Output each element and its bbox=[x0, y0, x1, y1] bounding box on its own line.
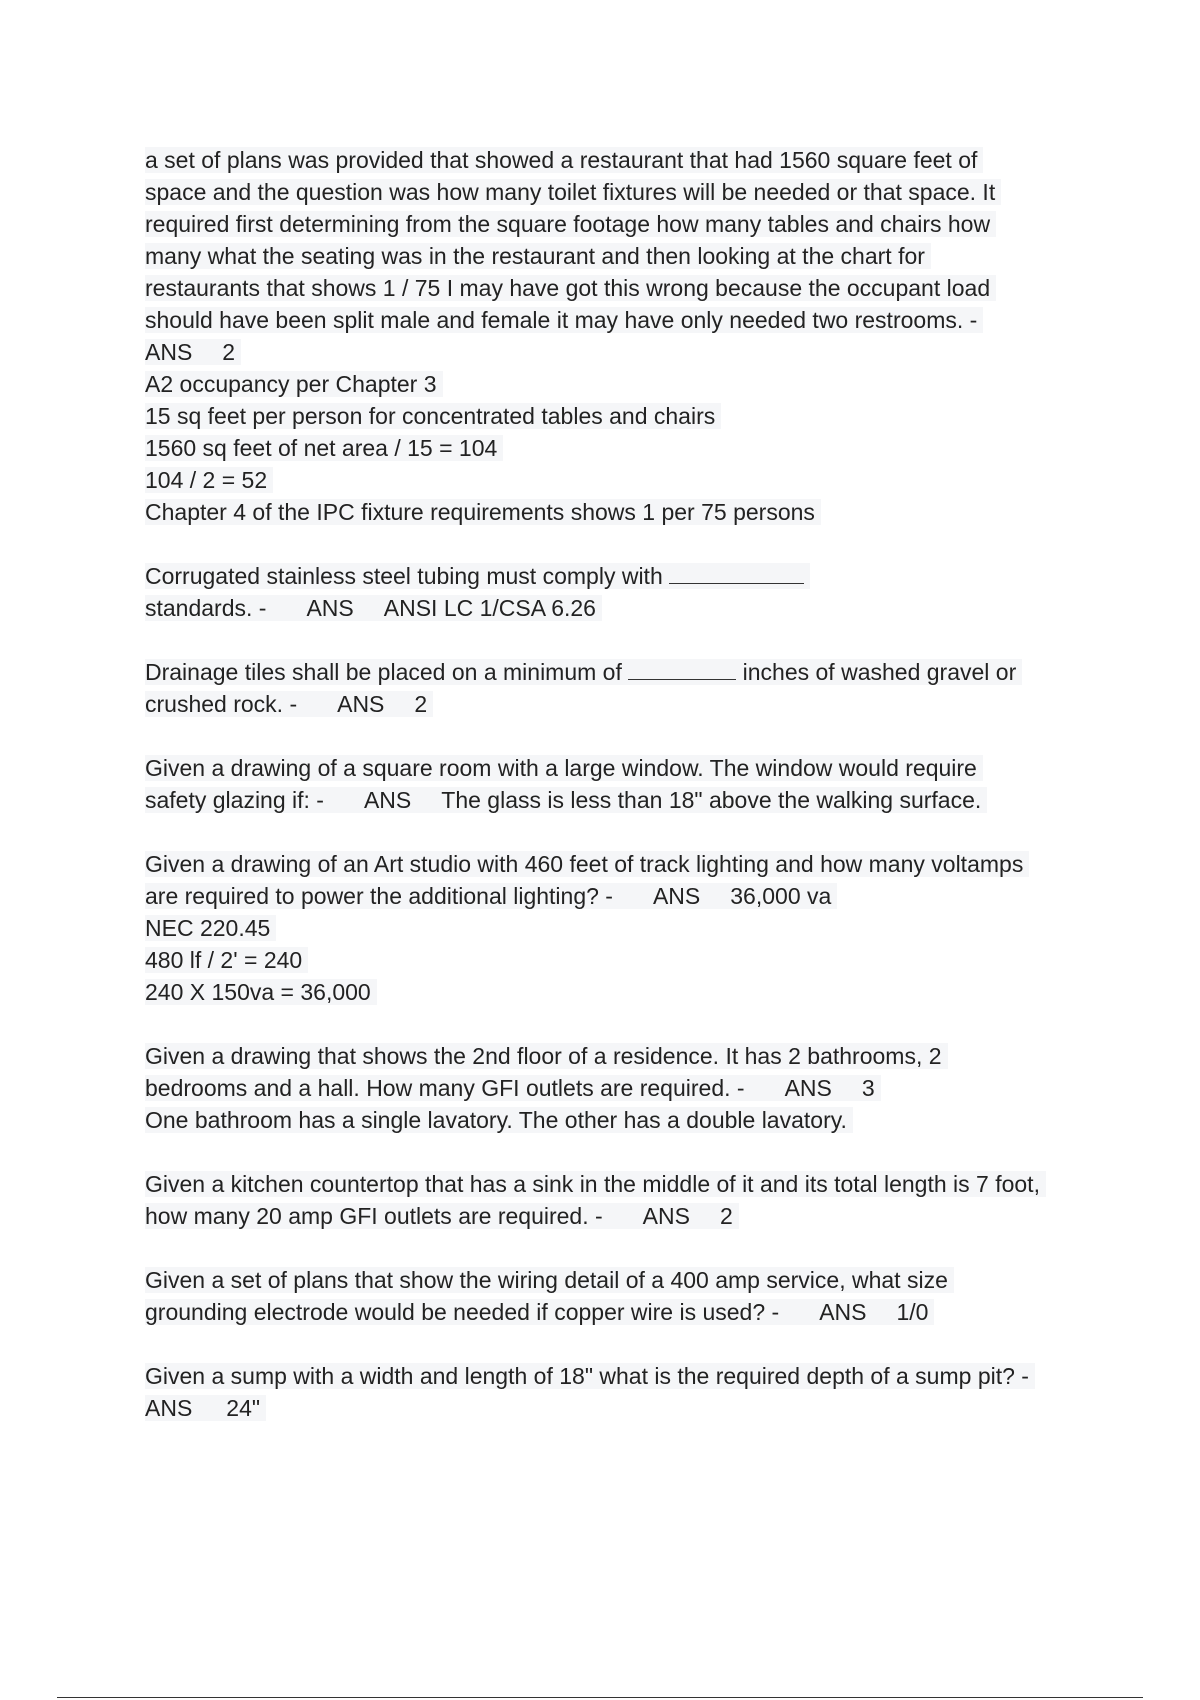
note-line: NEC 220.45 bbox=[145, 915, 276, 941]
answer-text: 2 bbox=[222, 339, 236, 365]
question-line: Given a drawing of an Art studio with 460 feet of track lighting and how many voltamps bbox=[145, 851, 1029, 877]
qa-entry-gfi-residence bbox=[145, 1040, 1085, 1136]
question-line: should have been split male and female it may have only needed two restrooms. - bbox=[145, 307, 983, 333]
answer-text: ANSI LC 1/CSA 6.26 bbox=[383, 595, 596, 621]
question-line: a set of plans was provided that showed a restaurant that had 1560 square feet of bbox=[145, 147, 983, 173]
question-line: Corrugated stainless steel tubing must comply with bbox=[145, 563, 663, 589]
ans-label: ANS bbox=[145, 339, 193, 365]
question-line: Given a sump with a width and length of 18" what is the required depth of a sump pit? - bbox=[145, 1363, 1035, 1389]
question-line: Drainage tiles shall be placed on a minimum of bbox=[145, 659, 622, 685]
fill-in-blank bbox=[669, 563, 804, 584]
answer-text: 24" bbox=[226, 1395, 261, 1421]
question-line: how many 20 amp GFI outlets are required. - bbox=[145, 1203, 603, 1229]
question-line: Given a drawing of a square room with a large window. The window would require bbox=[145, 755, 983, 781]
question-line: space and the question was how many toilet fixtures will be needed or that space. It bbox=[145, 179, 1001, 205]
question-line: Given a set of plans that show the wiring detail of a 400 amp service, what size bbox=[145, 1267, 954, 1293]
note-line: 240 X 150va = 36,000 bbox=[145, 979, 377, 1005]
question-line: required first determining from the square footage how many tables and chairs how bbox=[145, 211, 996, 237]
ans-label: ANS bbox=[363, 787, 412, 813]
qa-entry-sump-pit bbox=[145, 1360, 1085, 1424]
note-line: 480 lf / 2' = 240 bbox=[145, 947, 308, 973]
ans-label: ANS bbox=[652, 883, 701, 909]
answer-text: 3 bbox=[861, 1075, 875, 1101]
ans-label: ANS bbox=[642, 1203, 690, 1229]
question-line: grounding electrode would be needed if copper wire is used? - bbox=[145, 1299, 780, 1325]
qa-entry-kitchen-countertop bbox=[145, 1168, 1085, 1232]
ans-label: ANS bbox=[819, 1299, 867, 1325]
question-line: Given a kitchen countertop that has a sink in the middle of it and its total length is 7 foot, bbox=[145, 1171, 1046, 1197]
document-body bbox=[145, 144, 1085, 1456]
question-line: many what the seating was in the restaurant and then looking at the chart for bbox=[145, 243, 931, 269]
ans-label: ANS bbox=[337, 691, 385, 717]
fill-in-blank bbox=[628, 659, 736, 680]
question-line: inches of washed gravel or bbox=[742, 659, 1017, 685]
note-line: Chapter 4 of the IPC fixture requirements shows 1 per 75 persons bbox=[145, 499, 821, 525]
question-line: are required to power the additional lighting? - bbox=[145, 883, 613, 909]
qa-entry-track-lighting bbox=[145, 848, 1085, 1008]
note-line: 15 sq feet per person for concentrated tables and chairs bbox=[145, 403, 721, 429]
qa-entry-grounding-electrode bbox=[145, 1264, 1085, 1328]
question-line: crushed rock. - bbox=[145, 691, 298, 717]
qa-entry-safety-glazing bbox=[145, 752, 1085, 816]
answer-text: 1/0 bbox=[896, 1299, 929, 1325]
answer-text: The glass is less than 18" above the walking surface. bbox=[441, 787, 982, 813]
qa-entry-drainage-tiles bbox=[145, 656, 1085, 720]
note-line: A2 occupancy per Chapter 3 bbox=[145, 371, 443, 397]
question-line: standards. - bbox=[145, 595, 267, 621]
page-bottom-rule bbox=[57, 1697, 1143, 1698]
question-line: bedrooms and a hall. How many GFI outlets are required. - bbox=[145, 1075, 745, 1101]
note-line: 104 / 2 = 52 bbox=[145, 467, 273, 493]
ans-label: ANS bbox=[306, 595, 354, 621]
answer-text: 36,000 va bbox=[730, 883, 832, 909]
answer-text: 2 bbox=[719, 1203, 733, 1229]
note-line: One bathroom has a single lavatory. The other has a double lavatory. bbox=[145, 1107, 853, 1133]
question-line: Given a drawing that shows the 2nd floor of a residence. It has 2 bathrooms, 2 bbox=[145, 1043, 948, 1069]
note-line: 1560 sq feet of net area / 15 = 104 bbox=[145, 435, 503, 461]
question-line: restaurants that shows 1 / 75 I may have got this wrong because the occupant load bbox=[145, 275, 996, 301]
question-line: safety glazing if: - bbox=[145, 787, 324, 813]
answer-text: 2 bbox=[414, 691, 428, 717]
ans-label: ANS bbox=[784, 1075, 832, 1101]
qa-entry-restaurant-fixtures bbox=[145, 144, 1085, 528]
ans-label: ANS bbox=[145, 1395, 193, 1421]
qa-entry-csst bbox=[145, 560, 1085, 624]
